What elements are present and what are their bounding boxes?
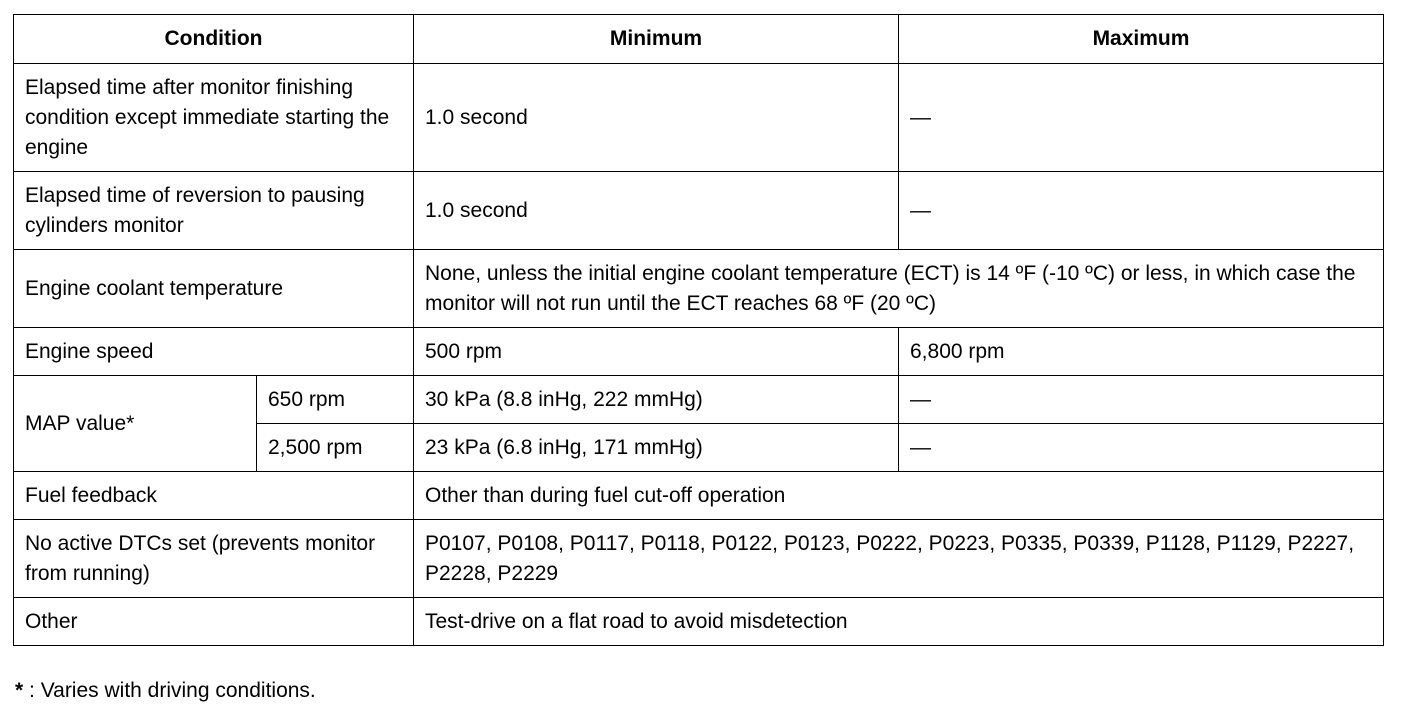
header-minimum: Minimum: [414, 15, 899, 64]
row-maximum: —: [899, 64, 1384, 172]
row-condition: Elapsed time of reversion to pausing cylinders monitor: [14, 172, 414, 250]
row-minimum: 30 kPa (8.8 inHg, 222 mmHg): [414, 376, 899, 424]
table-row: [14, 250, 1384, 328]
conditions-table: [13, 14, 1384, 646]
row-minimum: 500 rpm: [414, 328, 899, 376]
row-span-value: Other than during fuel cut-off operation: [414, 472, 1384, 520]
row-minimum: 23 kPa (6.8 inHg, 171 mmHg): [414, 424, 899, 472]
row-condition: Other: [14, 598, 414, 646]
footnote: [15, 676, 316, 706]
row-minimum: 1.0 second: [414, 64, 899, 172]
row-condition: Engine speed: [14, 328, 414, 376]
row-sub-label: 2,500 rpm: [257, 424, 414, 472]
row-condition: Elapsed time after monitor finishing condition except immediate starting the engine: [14, 64, 414, 172]
header-maximum: Maximum: [899, 15, 1384, 64]
row-condition: No active DTCs set (prevents monitor from running): [14, 520, 414, 598]
row-maximum: 6,800 rpm: [899, 328, 1384, 376]
row-maximum: —: [899, 376, 1384, 424]
row-maximum: —: [899, 172, 1384, 250]
row-condition: Fuel feedback: [14, 472, 414, 520]
row-condition: MAP value*: [14, 376, 257, 472]
row-span-value: P0107, P0108, P0117, P0118, P0122, P0123, P0222, P0223, P0335, P0339, P1128, P1129, P2227, P2228, P2229: [414, 520, 1384, 598]
table-header-row: [14, 15, 1384, 64]
footnote-marker: *: [15, 679, 24, 702]
table-row: [14, 328, 1384, 376]
table-row: [14, 520, 1384, 598]
row-span-value: None, unless the initial engine coolant temperature (ECT) is 14 ºF (-10 ºC) or less, in which case the monitor will not run until the ECT reaches 68 ºF (20 ºC): [414, 250, 1384, 328]
table-row: [14, 598, 1384, 646]
row-span-value: Test-drive on a flat road to avoid misdetection: [414, 598, 1384, 646]
footnote-text: : Varies with driving conditions.: [23, 679, 316, 702]
row-sub-label: 650 rpm: [257, 376, 414, 424]
table-row: [14, 376, 1384, 424]
table-row: [14, 64, 1384, 172]
header-condition: Condition: [14, 15, 414, 64]
table-row: [14, 472, 1384, 520]
table-row: [14, 172, 1384, 250]
row-maximum: —: [899, 424, 1384, 472]
row-condition: Engine coolant temperature: [14, 250, 414, 328]
row-minimum: 1.0 second: [414, 172, 899, 250]
